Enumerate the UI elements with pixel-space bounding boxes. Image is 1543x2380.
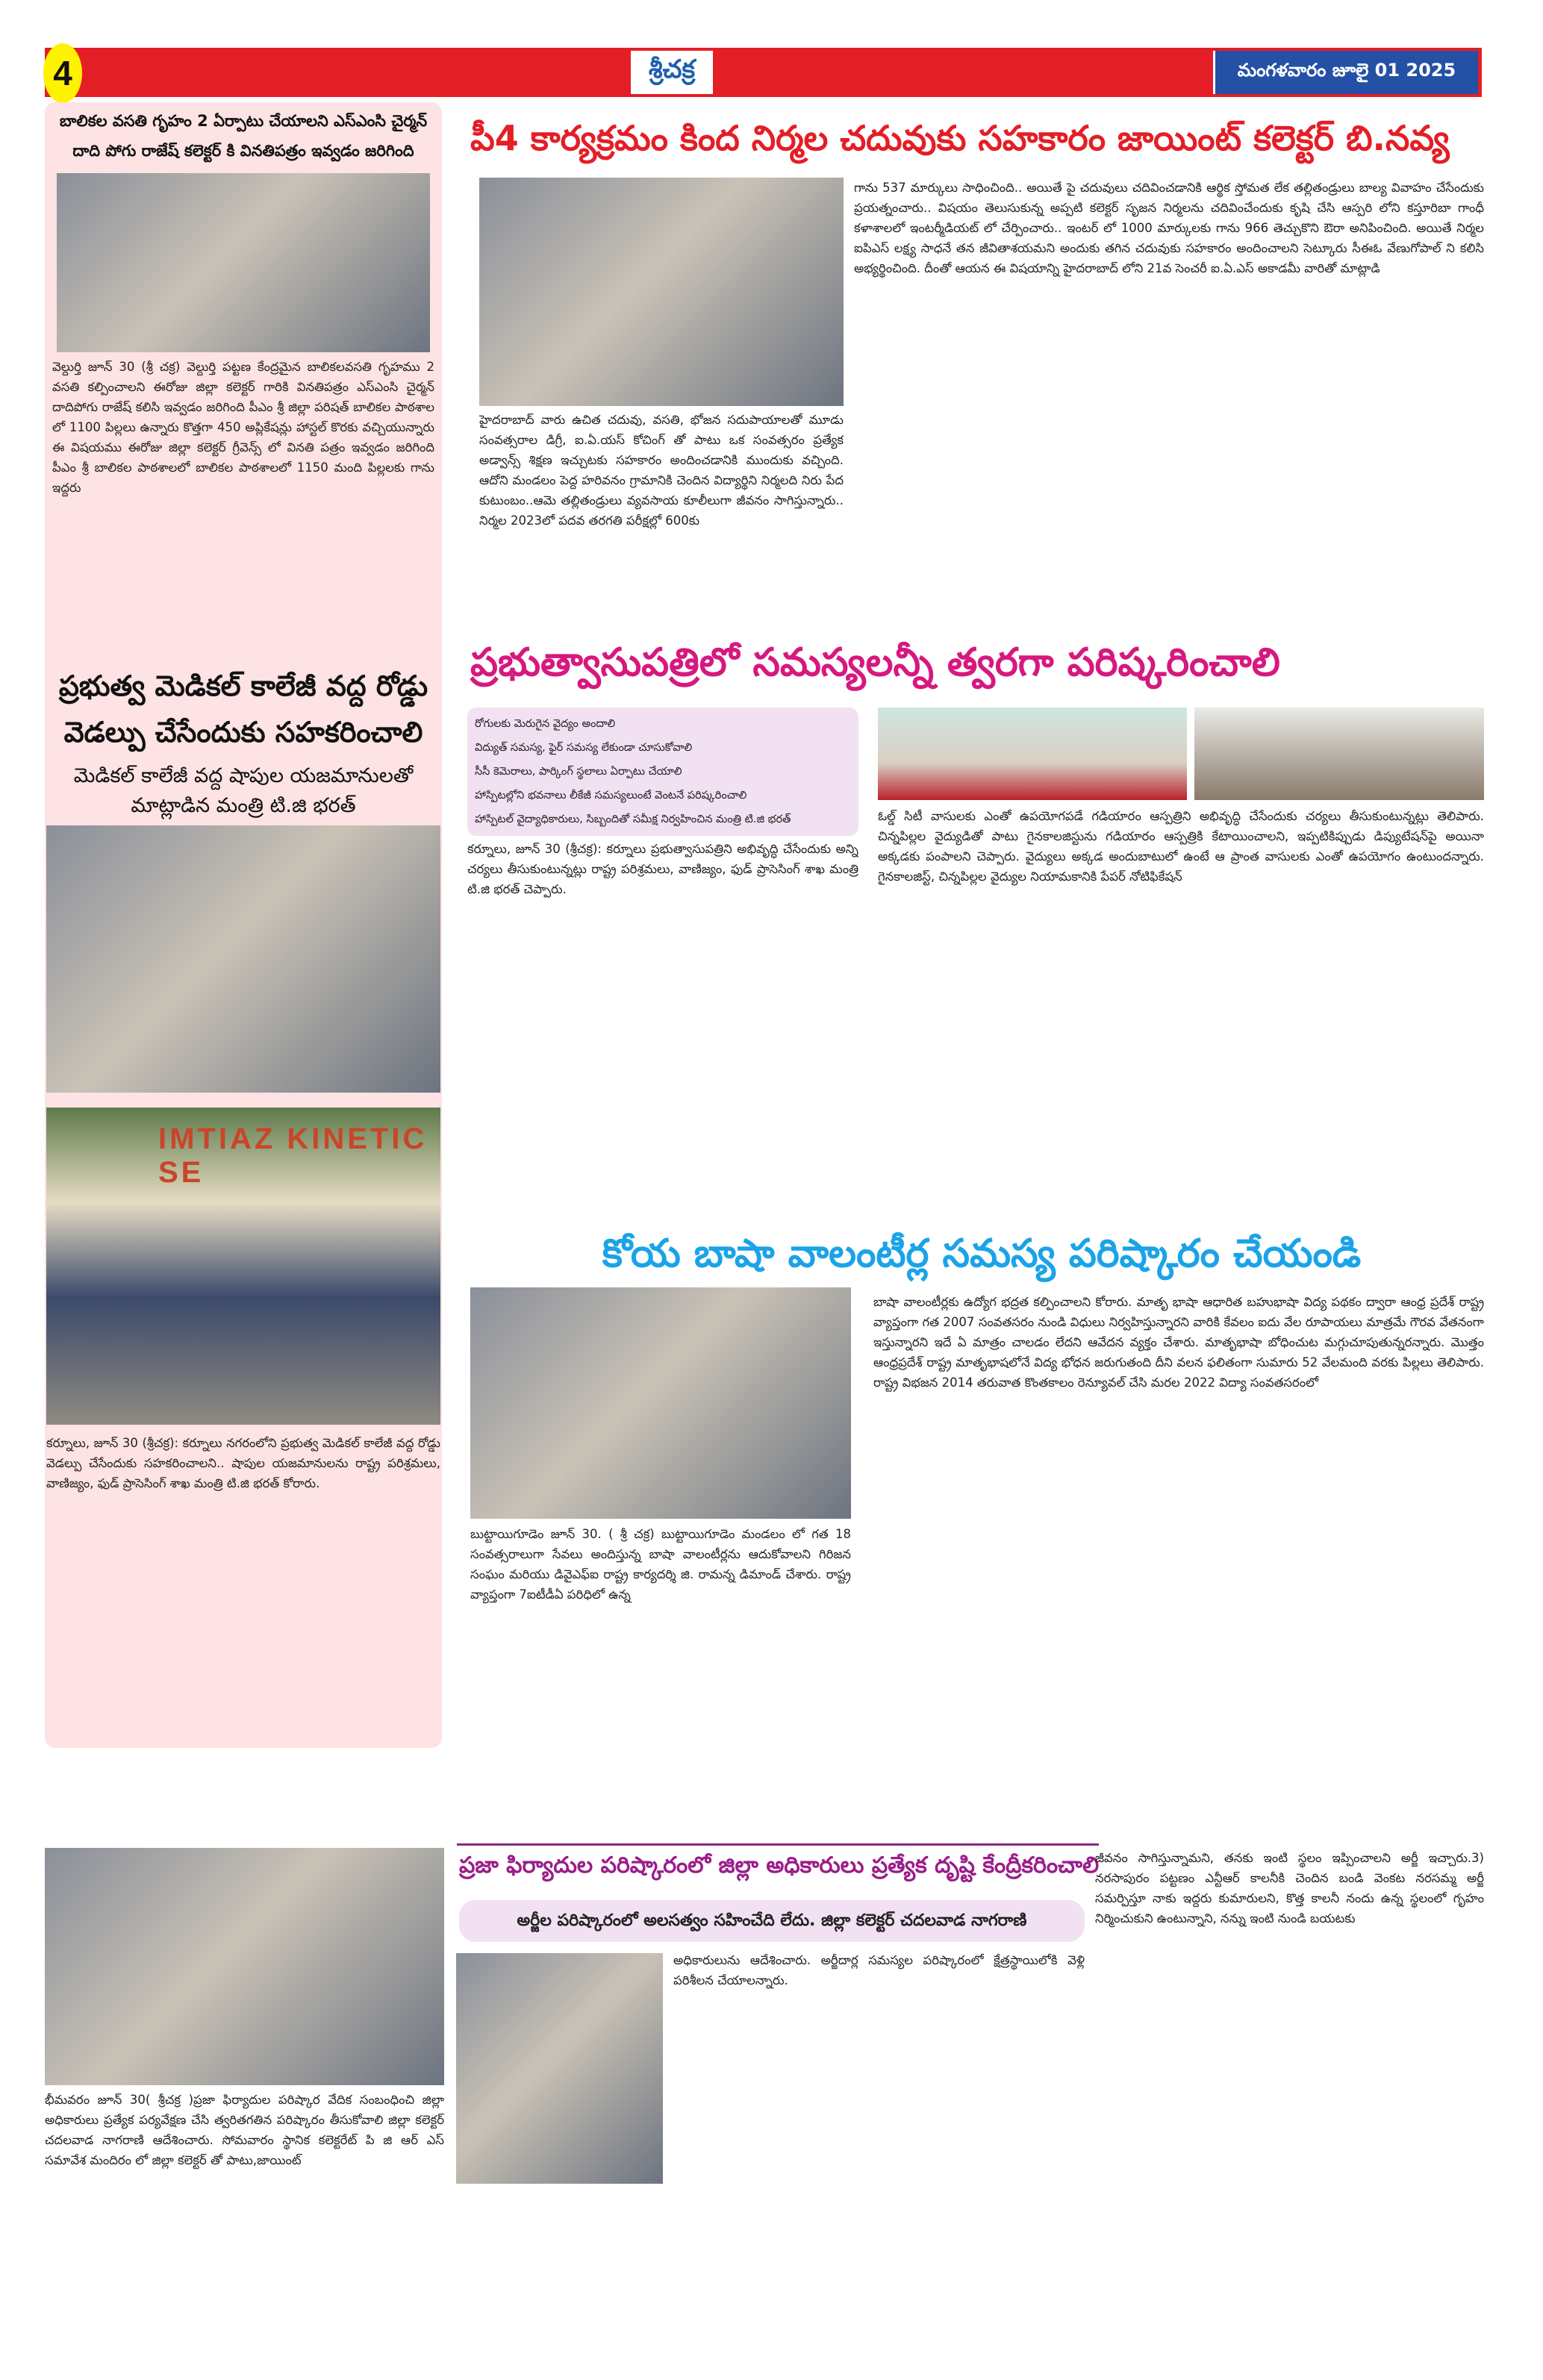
hospital-bullets	[467, 708, 858, 836]
hospital-body-left: కర్నూలు, జూన్ 30 (శ్రీచక్ర): కర్నూలు ప్రభుత్వాసుపత్రిని అభివృద్ధి చేసేందుకు అన్ని చర్యలు తీసుకుంటున్నట్లు రాష్ట్ర పరిశ్రమలు, వాణిజ్యం, ఫుడ్ ప్రాసెసింగ్ శాఖ మంత్రి టి.జి భరత్ చెప్పారు.	[467, 842, 858, 896]
hostel-headline: బాలికల వసతి గృహం 2 ఏర్పాటు చేయాలని ఎస్ఎంసి చైర్మన్ దాది పోగు రాజేష్ కలెక్టర్ కి వినతిపత్రం ఇవ్వడం జరిగింది	[59, 112, 428, 160]
bullet-item: హాస్పిటల్లోని భవనాలు లీకేజీ సమస్యలుంటే వెంటనే పరిష్కరించాలి	[475, 790, 747, 802]
bullet-item: హాస్పిటల్ వైద్యాధికారులు, సిబ్బందితో సమీక్ష నిర్వహించిన మంత్రి టి.జి భరత్	[475, 813, 791, 825]
pgrs-body-left: భీమవరం జూన్ 30( శ్రీచక్ర )ప్రజా ఫిర్యాదుల పరిష్కార వేదిక సంబంధించి జిల్లా అధికారులు ప్రత్యేక పర్యవేక్షణ చేసి త్వరితగతిన పరిష్కారం తీసుకోవాలి జిల్లా కలెక్టర్ చదలవాడ నాగరాణి ఆదేశించారు. సోమవారం స్థానిక కలెక్టరేట్ పి జి ఆర్ ఎస్ సమావేశ మందిరం లో జిల్లా కలెక్టర్ తో పాటు,జాయింట్	[45, 2093, 444, 2167]
medical-subhead: మెడికల్ కాలేజీ వద్ద షాపుల యజమానులతో మాట్లాడిన మంత్రి టి.జి భరత్	[73, 764, 414, 817]
hospital-headline: ప్రభుత్వాసుపత్రిలో సమస్యలన్నీ త్వరగా పరిష్కరించాలి	[470, 640, 1280, 685]
pgrs-body-middle: అధికారులును ఆదేశించారు. అర్జీదార్ల సమస్యల పరిష్కారంలో క్షేత్రస్థాయిలోకి వెళ్లి పరిశీలన చేయాలన్నారు.	[673, 1953, 1085, 1987]
bullet-item: సీసీ కెమెరాలు, పార్కింగ్ స్థలాలు ఏర్పాటు చేయాలి	[475, 766, 682, 778]
medical-photo-1	[46, 825, 440, 1093]
pgrs-body-right: జీవనం సాగిస్తున్నామని, తనకు ఇంటి స్థలం ఇప్పించాలని అర్జీ ఇచ్చారు.3) నరసాపురం పట్టణం ఎన్టీఆర్ కాలనీకి చెందిన బండి వెంకట నరసమ్మ అర్జీ సమర్పిస్తూ నాకు ఇద్దరు కుమారులని, కొత్త కాలనీ నందు ఉన్న స్థలంలో గృహం నిర్మించుకుని ఉంటున్నాని, నన్ను ఇంటి నుండి బయటకు	[1095, 1851, 1484, 1925]
hospital-photo-2	[1194, 708, 1484, 800]
bullet-item: రోగులకు మెరుగైన వైద్యం అందాలి	[475, 718, 616, 730]
photo-shop-sign: IMTIAZ KINETIC SE	[158, 1122, 428, 1189]
koya-headline: కోయ బాషా వాలంటీర్ల సమస్య పరిష్కారం చేయండి	[602, 1231, 1362, 1276]
koya-body-left: బుట్టాయిగూడెం జూన్ 30. ( శ్రీ చక్ర) బుట్టాయిగూడెం మండలం లో గత 18 సంవత్సరాలుగా సేవలు అందిస్తున్న బాషా వాలంటీర్లను ఆదుకోవాలని గిరిజన సంఘం మరియు డివైఎఫ్ఐ రాష్ట్ర కార్యదర్శి జి. రామన్న డిమాండ్ చేశారు. రాష్ట్ర వ్యాప్తంగా 7ఐటీడీఏ పరిధిలో ఉన్న	[470, 1527, 851, 1602]
p4-photo	[479, 178, 844, 406]
pgrs-headline: ప్రజా ఫిర్యాదుల పరిష్కారంలో జిల్లా అధికారులు ప్రత్యేక దృష్టి కేంద్రీకరించాలి	[459, 1852, 1100, 1878]
p4-body-left: హైదరాబాద్ వారు ఉచిత చదువు, వసతి, భోజన సదుపాయాలతో మూడు సంవత్సరాల డిగ్రీ, ఐ.ఏ.యస్ కోచింగ్ తో పాటు ఒక సంవత్సరం ప్రత్యేక అడ్వాన్స్ శిక్షణ ఇచ్చుటకు సహకారం అందించడానికి ముందుకు వచ్చింది. ఆదోని మండలం పెద్ద హరివనం గ్రామానికి చెందిన విద్యార్థిని నిర్మలది నిరు పేద కుటుంబం..ఆమె తల్లితండ్రులు వ్యవసాయ కూలీలుగా జీవనం సాగిస్తున్నారు.. నిర్మల 2023లో పదవ తరగతి పరీక్షల్లో 600కు	[479, 413, 844, 528]
bullet-item: విద్యుత్ సమస్య, ఫైర్ సమస్య లేకుండా చూసుకోవాలి	[475, 742, 693, 754]
section-divider	[457, 1843, 1099, 1846]
hostel-photo	[57, 173, 430, 352]
pgrs-photo-2	[456, 1953, 663, 2184]
hostel-body: వెల్దుర్తి జూన్ 30 (శ్రీ చక్ర) వెల్దుర్తి పట్టణ కేంద్రమైన బాలికలవసతి గృహము 2 వసతి కల్పించాలని ఈరోజు జిల్లా కలెక్టర్ గారికి వినతిపత్రం ఎస్ఎంసి చైర్మన్ దాదిపోగు రాజేష్ కలిసి ఇవ్వడం జరిగింది పీఎం శ్రీ జిల్లా పరిషత్ బాలికల పాఠశాల లో 1100 పిల్లలు ఉన్నారు కొత్తగా 450 అప్లికేషన్లు హాస్టల్ కొరకు వచ్చియున్నారు ఈ విషయము ఈరోజు జిల్లా కలెక్టర్ గ్రీవెన్స్ లో వినతి పత్రం ఇవ్వడం జరిగింది పీఎం శ్రీ బాలికల పాఠశాలలో బాలికల పాఠశాలలో 1150 మంది పిల్లలకు గాను ఇద్దరు	[52, 360, 434, 495]
p4-headline: పీ4 కార్యక్రమం కింద నిర్మల చదువుకు సహకారం జాయింట్ కలెక్టర్ బి.నవ్య	[470, 118, 1450, 158]
koya-body-right: బాషా వాలంటీర్లకు ఉద్యోగ భద్రత కల్పించాలని కోరారు. మాతృ భాషా ఆధారిత బహుభాషా విద్య పథకం ద్వారా ఆంధ్ర ప్రదేశ్ రాష్ట్ర వ్యాప్తంగా గత 2007 సంవతసరం నుండి విధులు నిర్వహిస్తున్నారని వారికి కేవలం ఐదు వేల రూపాయలు మాత్రమే గౌరవ వేతనంగా ఇస్తున్నారని ఇదే ఏ మాత్రం చాలడం లేదని ఆవేదన వ్యక్తం చేశారు. మాతృభాషా బోధించుట మగ్గుచూపుతున్నరన్నారు. మొత్తం ఆంధ్రప్రదేశ్ రాష్ట్ర మాతృభాషలోనే విద్య భోధన జరుగుతంది దీని వలన ఫలితంగా సుమారు 52 వేలమంది వరకు పిల్లలు తెలిపారు. రాష్ట్ర విభజన 2014 తరువాత కొంతకాలం రెన్యూవల్ చేసి మరల 2022 విద్యా సంవతసరంలో	[873, 1295, 1484, 1390]
medical-body: కర్నూలు, జూన్ 30 (శ్రీచక్ర): కర్నూలు నగరంలోని ప్రభుత్వ మెడికల్ కాలేజీ వద్ద రోడ్డు వెడల్పు చేసేందుకు సహకరించాలని.. షాపుల యజమానులను రాష్ట్ర పరిశ్రమలు, వాణిజ్యం, ఫుడ్ ప్రాసెసింగ్ శాఖ మంత్రి టి.జి భరత్ కోరారు.	[46, 1436, 440, 1490]
page-number: 4	[43, 43, 82, 103]
hospital-photo-1	[878, 708, 1187, 800]
pgrs-subhead: అర్జీల పరిష్కారంలో అలసత్వం సహించేది లేదు. జిల్లా కలెక్టర్ చదలవాడ నాగరాణి	[459, 1900, 1085, 1942]
pgrs-photo-1	[45, 1848, 444, 2085]
newspaper-logo: శ్రీచక్ర	[631, 51, 713, 94]
medical-headline: ప్రభుత్వ మెడికల్ కాలేజీ వద్ద రోడ్డు వెడల్పు చేసేందుకు సహకరించాలి	[58, 669, 428, 749]
issue-date: మంగళవారం జూలై 01 2025	[1213, 51, 1478, 94]
hospital-body-right: ఓల్డ్ సిటీ వాసులకు ఎంతో ఉపయోగపడే గడియారం ఆస్పత్రిని అభివృద్ధి చేసేందుకు చర్యలు తీసుకుంటున్నట్లు తెలిపారు. చిన్నపిల్లల వైద్యుడితో పాటు గైనకాలజిస్టును గడియారం ఆస్పత్రికి కేటాయించాలని, ఇప్పటికిప్పుడు డిప్యుటేషన్‌పై అయినా అక్కడకు పంపాలని చెప్పారు. వైద్యులు అక్కడ అందుబాటులో ఉంటే ఆ ప్రాంత వాసులకు ఎంతో ఉపయోగం ఉంటుందన్నారు. గైనకాలజిస్ట్, చిన్నపిల్లల వైద్యుల నియామకానికి పేపర్ నోటిఫికేషన్	[878, 809, 1484, 884]
koya-photo	[470, 1287, 851, 1519]
p4-body-right: గాను 537 మార్కులు సాధించింది.. అయితే పై చదువులు చదివించడానికి ఆర్థిక స్తోమత లేక తల్లితండ్రులు బాల్య వివాహం చేసేందుకు ప్రయత్నంచారు.. విషయం తెలుసుకున్న అప్పటి కలెక్టర్ సృజన నిర్మలను చదివించేందుకు కృషి చేసి ఆస్పరి లోని కస్తూరిబా గాంధీ కళాశాలలో ఇంటర్మీడియట్ లో చేర్పించారు.. ఇంటర్ లో 1000 మార్కులకు గాను 966 తెచ్చుకొని ఔరా అనిపించింది. అయితే నిర్మల ఐపిఎస్ లక్ష్య సాధనే తన జీవితాశయమని అందుకు తగిన చదువుకు సహకారం అందించాలని సెట్కూరు సీఈఓ వేణుగోపాల్ ని కలిసి అభ్యర్థించింది. దీంతో ఆయన ఈ విషయాన్ని హైదరాబాద్ లోని 21వ సెంచరీ ఐ.ఏ.ఎస్ అకాడమీ వారితో మాట్లాడి	[854, 181, 1484, 275]
medical-photo-2	[46, 1108, 440, 1425]
